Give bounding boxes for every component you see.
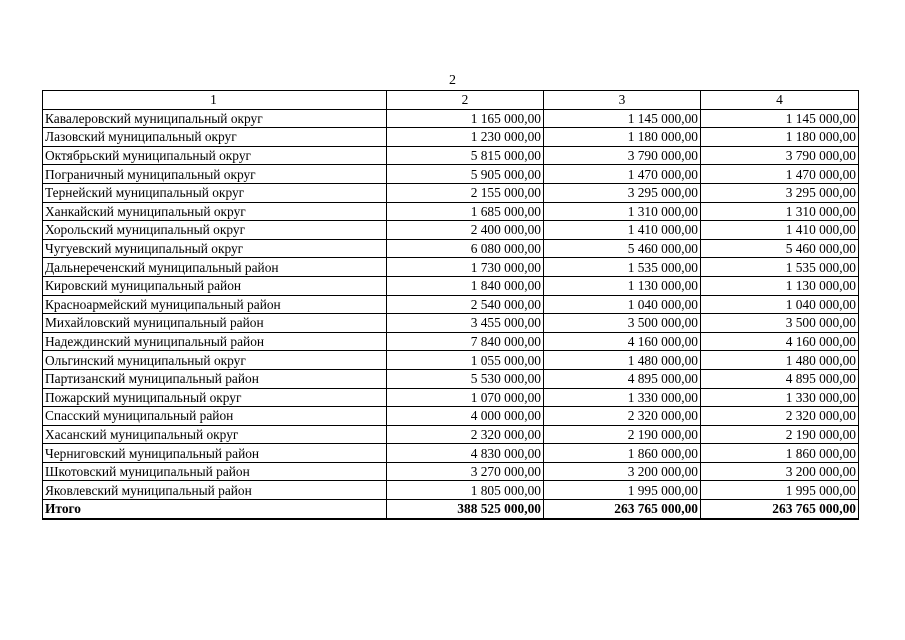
- column-3-value-cell: 5 460 000,00: [544, 239, 701, 258]
- municipality-name-cell: Яковлевский муниципальный район: [43, 481, 387, 500]
- column-2-value-cell: 1 730 000,00: [387, 258, 544, 277]
- column-2-value-cell: 6 080 000,00: [387, 239, 544, 258]
- table-row: [43, 388, 859, 407]
- table-row: [43, 165, 859, 184]
- column-3-value-cell: 1 310 000,00: [544, 202, 701, 221]
- column-number-header-row: [43, 91, 859, 110]
- municipality-name-cell: Хасанский муниципальный округ: [43, 425, 387, 444]
- municipality-name-cell: Пожарский муниципальный округ: [43, 388, 387, 407]
- municipality-name-cell: Шкотовский муниципальный район: [43, 462, 387, 481]
- table-row: [43, 239, 859, 258]
- table-row: [43, 258, 859, 277]
- municipality-name-cell: Чугуевский муниципальный округ: [43, 239, 387, 258]
- column-2-value-cell: 1 840 000,00: [387, 276, 544, 295]
- table-row: [43, 462, 859, 481]
- column-4-value-cell: 1 130 000,00: [701, 276, 859, 295]
- column-3-value-cell: 1 180 000,00: [544, 128, 701, 147]
- column-4-value-cell: 3 200 000,00: [701, 462, 859, 481]
- column-4-value-cell: 1 535 000,00: [701, 258, 859, 277]
- column-2-value-cell: 2 155 000,00: [387, 183, 544, 202]
- column-2-value-cell: 1 165 000,00: [387, 109, 544, 128]
- table-row: [43, 314, 859, 333]
- table-row: [43, 332, 859, 351]
- table-row: [43, 183, 859, 202]
- table-row: [43, 295, 859, 314]
- column-header-3: 3: [544, 91, 701, 110]
- column-2-value-cell: 5 530 000,00: [387, 369, 544, 388]
- municipality-name-cell: Кировский муниципальный район: [43, 276, 387, 295]
- column-header-2: 2: [387, 91, 544, 110]
- column-3-value-cell: 3 295 000,00: [544, 183, 701, 202]
- municipal-funding-table: [42, 90, 859, 520]
- column-4-value-cell: 263 765 000,00: [701, 500, 859, 519]
- municipality-name-cell: Ханкайский муниципальный округ: [43, 202, 387, 221]
- total-row: [43, 500, 859, 519]
- column-3-value-cell: 1 410 000,00: [544, 221, 701, 240]
- column-3-value-cell: 263 765 000,00: [544, 500, 701, 519]
- municipality-name-cell: Хорольский муниципальный округ: [43, 221, 387, 240]
- column-2-value-cell: 5 905 000,00: [387, 165, 544, 184]
- column-3-value-cell: 4 895 000,00: [544, 369, 701, 388]
- table-row: [43, 425, 859, 444]
- column-2-value-cell: 1 685 000,00: [387, 202, 544, 221]
- column-3-value-cell: 1 995 000,00: [544, 481, 701, 500]
- column-4-value-cell: 2 190 000,00: [701, 425, 859, 444]
- column-3-value-cell: 1 535 000,00: [544, 258, 701, 277]
- column-2-value-cell: 388 525 000,00: [387, 500, 544, 519]
- column-4-value-cell: 1 310 000,00: [701, 202, 859, 221]
- column-3-value-cell: 3 500 000,00: [544, 314, 701, 333]
- table-row: [43, 351, 859, 370]
- column-2-value-cell: 4 000 000,00: [387, 407, 544, 426]
- column-3-value-cell: 1 130 000,00: [544, 276, 701, 295]
- column-4-value-cell: 4 160 000,00: [701, 332, 859, 351]
- column-3-value-cell: 1 860 000,00: [544, 444, 701, 463]
- column-4-value-cell: 1 040 000,00: [701, 295, 859, 314]
- column-4-value-cell: 5 460 000,00: [701, 239, 859, 258]
- column-2-value-cell: 7 840 000,00: [387, 332, 544, 351]
- column-3-value-cell: 1 040 000,00: [544, 295, 701, 314]
- column-2-value-cell: 1 055 000,00: [387, 351, 544, 370]
- column-3-value-cell: 1 330 000,00: [544, 388, 701, 407]
- column-4-value-cell: 1 330 000,00: [701, 388, 859, 407]
- column-4-value-cell: 1 145 000,00: [701, 109, 859, 128]
- column-4-value-cell: 1 995 000,00: [701, 481, 859, 500]
- column-3-value-cell: 1 145 000,00: [544, 109, 701, 128]
- column-4-value-cell: 2 320 000,00: [701, 407, 859, 426]
- municipality-name-cell: Надеждинский муниципальный район: [43, 332, 387, 351]
- column-2-value-cell: 1 230 000,00: [387, 128, 544, 147]
- column-2-value-cell: 3 455 000,00: [387, 314, 544, 333]
- municipality-name-cell: Ольгинский муниципальный округ: [43, 351, 387, 370]
- column-4-value-cell: 3 790 000,00: [701, 146, 859, 165]
- column-2-value-cell: 4 830 000,00: [387, 444, 544, 463]
- column-2-value-cell: 1 805 000,00: [387, 481, 544, 500]
- table-row: [43, 109, 859, 128]
- column-4-value-cell: 3 500 000,00: [701, 314, 859, 333]
- column-4-value-cell: 1 480 000,00: [701, 351, 859, 370]
- column-header-1: 1: [43, 91, 387, 110]
- municipality-name-cell: Дальнереченский муниципальный район: [43, 258, 387, 277]
- column-3-value-cell: 3 790 000,00: [544, 146, 701, 165]
- table-row: [43, 407, 859, 426]
- column-2-value-cell: 3 270 000,00: [387, 462, 544, 481]
- column-3-value-cell: 4 160 000,00: [544, 332, 701, 351]
- municipality-name-cell: Пограничный муниципальный округ: [43, 165, 387, 184]
- column-3-value-cell: 3 200 000,00: [544, 462, 701, 481]
- column-2-value-cell: 1 070 000,00: [387, 388, 544, 407]
- column-4-value-cell: 4 895 000,00: [701, 369, 859, 388]
- municipality-name-cell: Черниговский муниципальный район: [43, 444, 387, 463]
- table-row: [43, 146, 859, 165]
- page-number: 2: [449, 73, 456, 88]
- column-3-value-cell: 1 480 000,00: [544, 351, 701, 370]
- column-2-value-cell: 5 815 000,00: [387, 146, 544, 165]
- column-2-value-cell: 2 400 000,00: [387, 221, 544, 240]
- column-4-value-cell: 1 470 000,00: [701, 165, 859, 184]
- municipality-name-cell: Спасский муниципальный район: [43, 407, 387, 426]
- column-header-4: 4: [701, 91, 859, 110]
- table-row: [43, 444, 859, 463]
- municipality-name-cell: Кавалеровский муниципальный округ: [43, 109, 387, 128]
- municipality-name-cell: Лазовский муниципальный округ: [43, 128, 387, 147]
- municipality-name-cell: Октябрьский муниципальный округ: [43, 146, 387, 165]
- municipality-name-cell: Тернейский муниципальный округ: [43, 183, 387, 202]
- municipality-name-cell: Красноармейский муниципальный район: [43, 295, 387, 314]
- table-row: [43, 202, 859, 221]
- column-2-value-cell: 2 320 000,00: [387, 425, 544, 444]
- column-3-value-cell: 1 470 000,00: [544, 165, 701, 184]
- municipality-name-cell: Итого: [43, 500, 387, 519]
- municipality-name-cell: Михайловский муниципальный район: [43, 314, 387, 333]
- column-4-value-cell: 3 295 000,00: [701, 183, 859, 202]
- table-row: [43, 276, 859, 295]
- table-row: [43, 481, 859, 500]
- table-row: [43, 221, 859, 240]
- municipality-name-cell: Партизанский муниципальный район: [43, 369, 387, 388]
- column-4-value-cell: 1 860 000,00: [701, 444, 859, 463]
- column-3-value-cell: 2 320 000,00: [544, 407, 701, 426]
- column-3-value-cell: 2 190 000,00: [544, 425, 701, 444]
- table-row: [43, 369, 859, 388]
- table-row: [43, 128, 859, 147]
- column-2-value-cell: 2 540 000,00: [387, 295, 544, 314]
- column-4-value-cell: 1 410 000,00: [701, 221, 859, 240]
- column-4-value-cell: 1 180 000,00: [701, 128, 859, 147]
